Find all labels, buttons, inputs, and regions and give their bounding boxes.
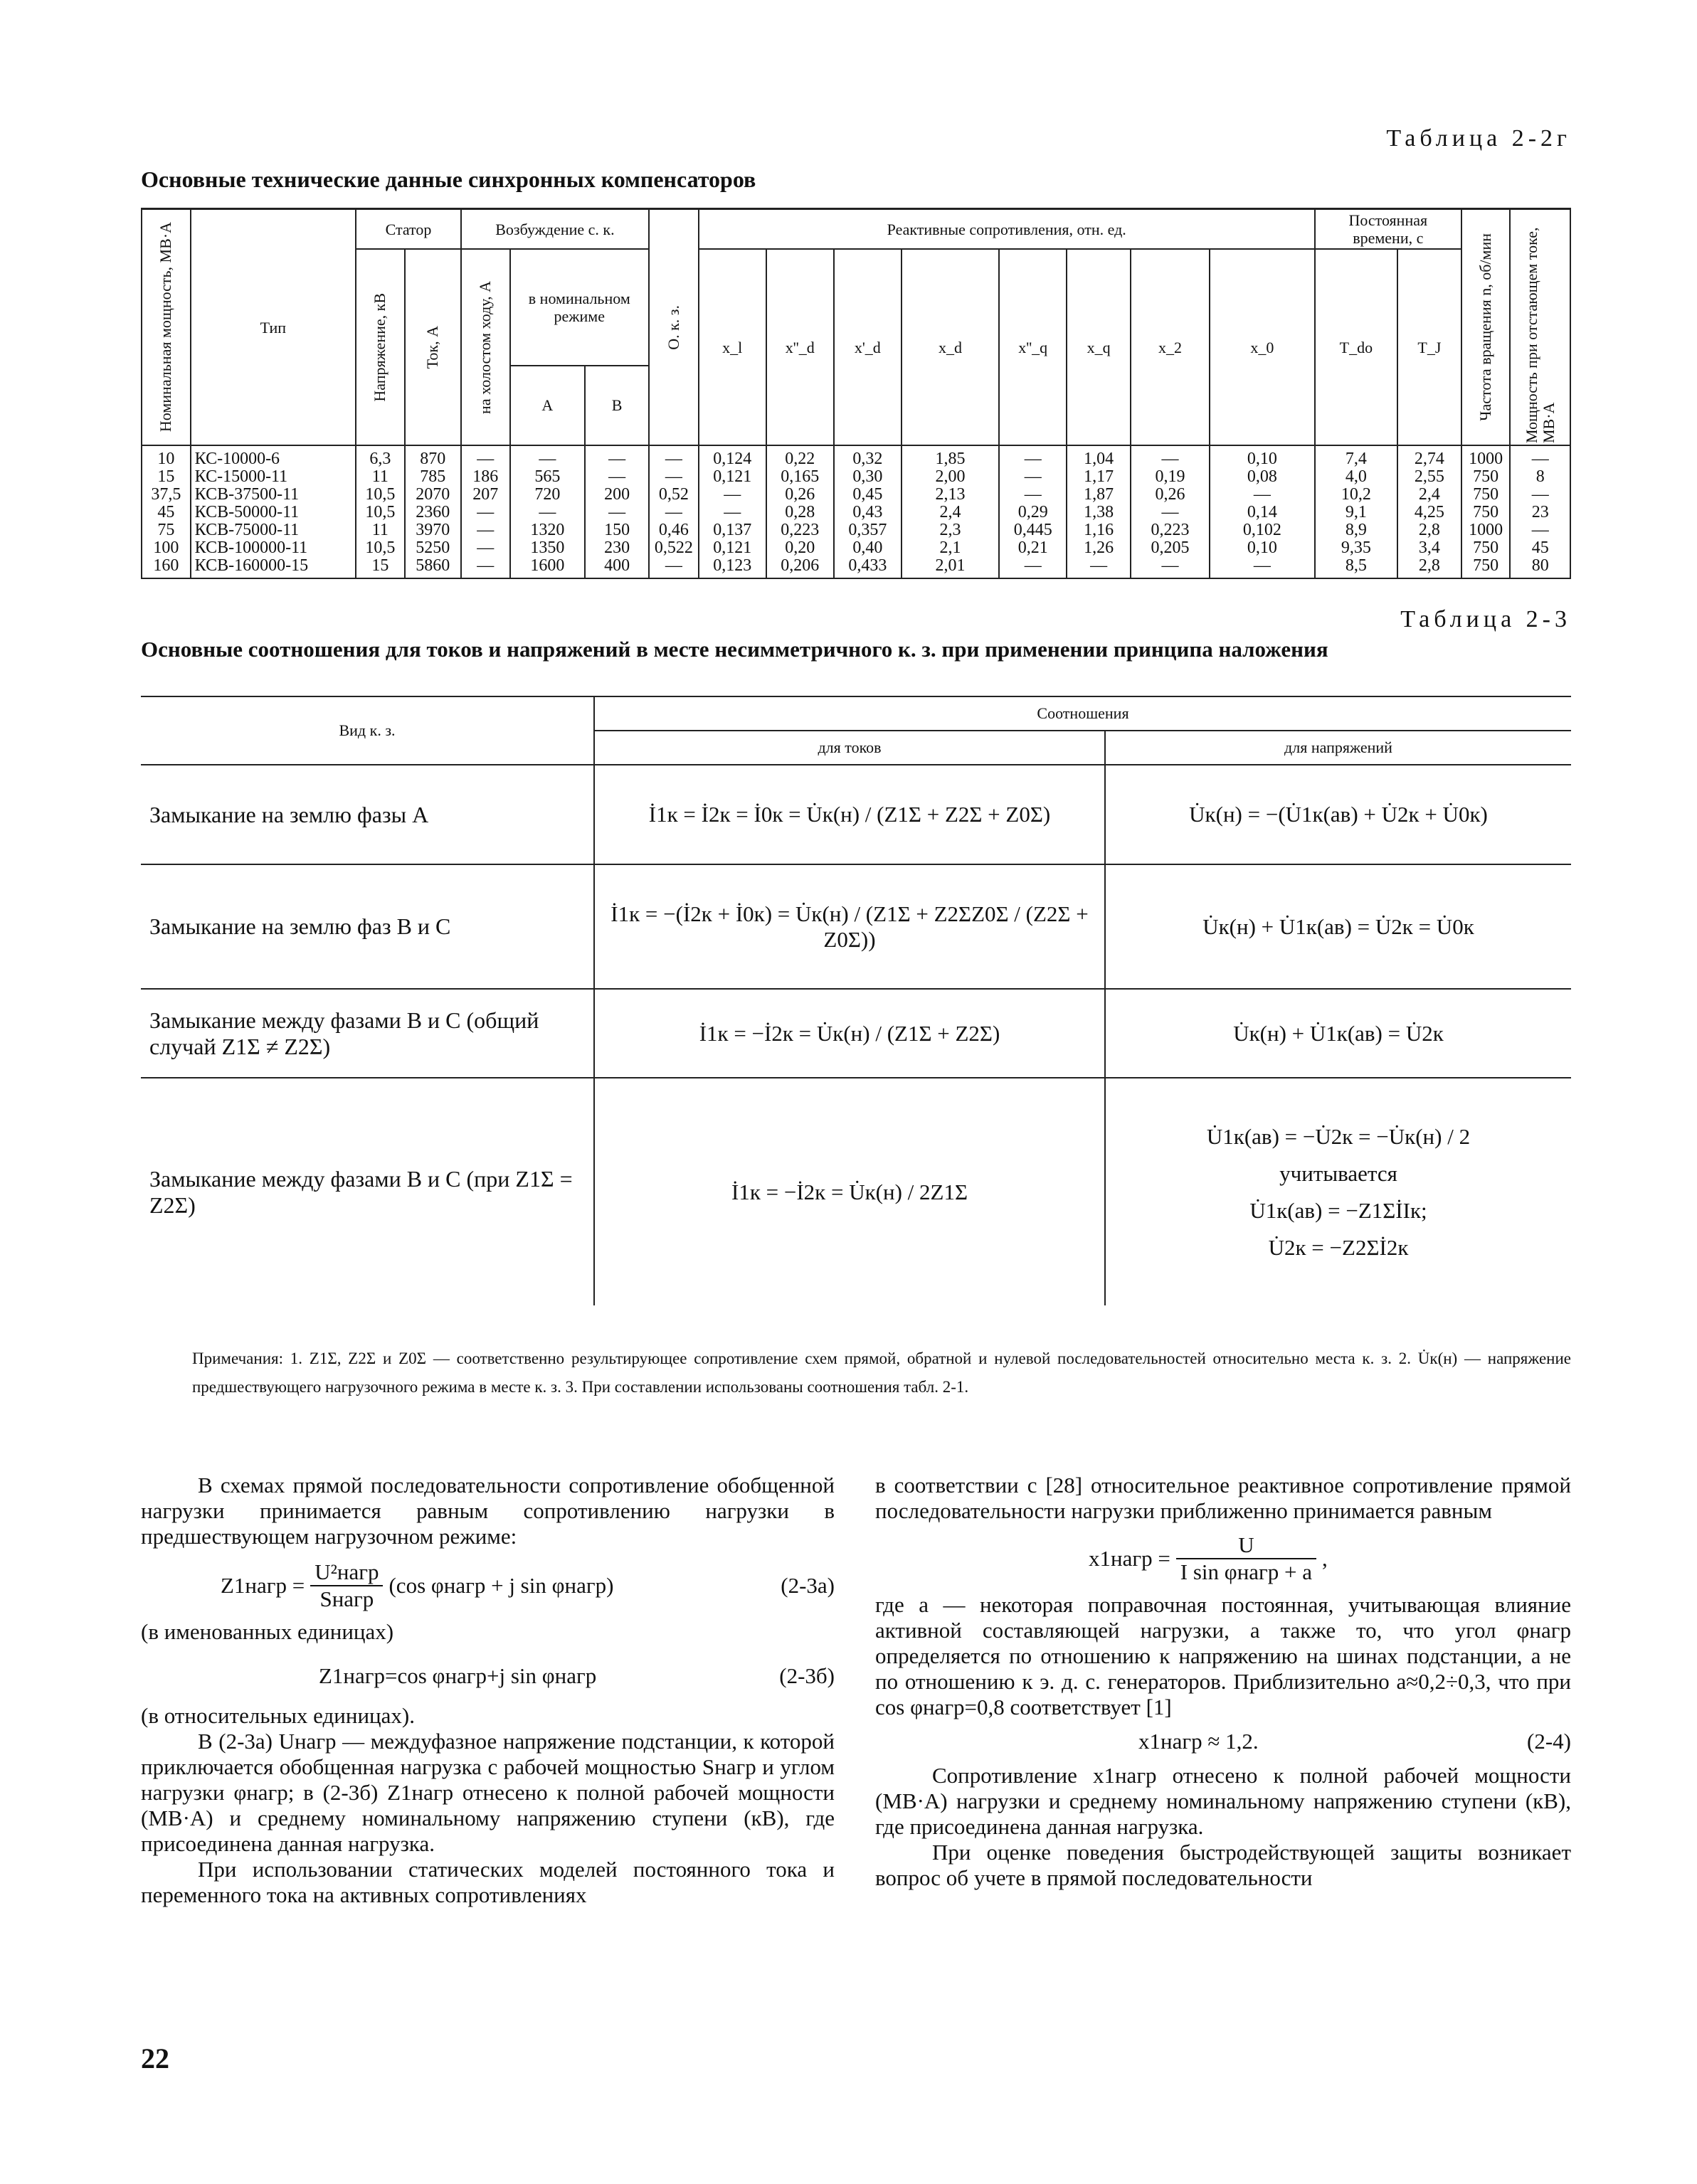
cell-oks: — — 0,52 — 0,46 0,522 — [649, 445, 699, 578]
th-x2: x_2 [1131, 249, 1210, 445]
th-voltages: для напряжений [1105, 731, 1571, 765]
cell-b: — — 200 — 150 230 400 [585, 445, 649, 578]
right-para-2: где a — некоторая поправочная постоянная, учитывающая влияние активной составляющей нагрузки, а также то, что угол φнагр определяется по отношению к напряжению на шинах подстанции, а не по отношению к э. д. с. генераторов. Приблизительно a≈0,2÷0,3, что при cos φнагр=0,8 соответствует [1] [875, 1592, 1571, 1719]
table23-title: Основные соотношения для токов и напряжений в месте несимметричного к. з. при применении принципа наложения [141, 637, 1328, 662]
th-xq: x_q [1067, 249, 1131, 445]
right-para-3: Сопротивление x1нагр отнесено к полной рабочей мощности (МВ·А) нагрузки и среднему номинальному напряжению ступени (кВ), где присоединена данная нагрузка. [875, 1763, 1571, 1839]
cell-tdo: 7,4 4,0 10,2 9,1 8,9 9,35 8,5 [1315, 445, 1397, 578]
th-power: Номинальная мощность, МВ·А [142, 209, 191, 446]
current-formula: İ1к = İ2к = İ0к = U̇к(н) / (Z1Σ + Z2Σ + Z0Σ) [594, 765, 1105, 864]
cell-noload: — 186 207 — — — — [461, 445, 510, 578]
cell-xd1: 0,32 0,30 0,45 0,43 0,357 0,40 0,433 [834, 445, 902, 578]
left-para-4: В (2-3а) Uнагр — междуфазное напряжение подстанции, к которой приключается обобщенная нагрузка с рабочей мощностью Sнагр и углом нагрузки φнагр; в (2-3б) Z1нагр отнесено к полной рабочей мощности (МВ·А) и среднему номинальному напряжению ступени (кВ), где присоединена данная нагрузка. [141, 1729, 835, 1856]
formula-lhs: Z1нагр = [221, 1573, 305, 1598]
table23-label: Таблица 2-3 [1400, 606, 1571, 632]
voltage-formula-line1: U̇1к(ав) = −Z1ΣİIк; [1249, 1197, 1427, 1223]
formula-numerator: U²нагр [310, 1559, 383, 1586]
kind-cell: Замыкание между фазами В и С (общий случай Z1Σ ≠ Z2Σ) [141, 989, 594, 1078]
table-row [141, 765, 1571, 864]
table22-title: Основные технические данные синхронных компенсаторов [141, 166, 756, 192]
kind-cell: Замыкание между фазами В и С (при Z1Σ = Z2Σ) [141, 1078, 594, 1305]
left-para-2: (в именованных единицах) [141, 1619, 394, 1644]
formula-fraction [310, 1559, 383, 1612]
th-power-lag: Мощность при отстающем токе, МВ·А [1510, 209, 1570, 446]
th-noload: на холостом ходу, А [461, 249, 510, 445]
right-para-4: При оценке поведения быстродействующей защиты возникает вопрос об учете в прямой последовательности [875, 1840, 1571, 1890]
table-row [141, 864, 1571, 989]
table-row [141, 989, 1571, 1078]
th-oks: О. к. з. [649, 209, 699, 446]
cell-xd: 1,85 2,00 2,13 2,4 2,3 2,1 2,01 [902, 445, 999, 578]
formula-number: (2-3а) [781, 1573, 835, 1598]
voltage-formula: U̇к(н) + U̇1к(ав) = U̇2к = U̇0к [1105, 864, 1571, 989]
page-number: 22 [141, 2042, 169, 2074]
table-2-3 [141, 696, 1571, 1305]
voltage-formula [1105, 1078, 1571, 1305]
th-xq2: x''_q [999, 249, 1067, 445]
th-currents: для токов [594, 731, 1105, 765]
cell-xq2: — — — 0,29 0,445 0,21 — [999, 445, 1067, 578]
cell-current: 870 785 2070 2360 3970 5250 5860 [405, 445, 461, 578]
formula-rhs: (cos φнагр + j sin φнагр) [388, 1573, 614, 1598]
th-voltage: Напряжение, кВ [356, 249, 405, 445]
th-tdo: T_do [1315, 249, 1397, 445]
th-relations: Соотношения [594, 696, 1571, 731]
th-a: А [510, 366, 586, 445]
kind-cell: Замыкание на землю фазы А [149, 801, 429, 827]
voltage-formula-note: учитывается [1279, 1160, 1397, 1186]
voltage-formula-line2: U̇2к = −Z2Σİ2к [1268, 1234, 1409, 1260]
formula-number: (2-4) [1527, 1729, 1571, 1754]
cell-type: КС-10000-6 КС-15000-11 КСВ-37500-11 КСВ-50000-11 КСВ-75000-11 КСВ-100000-11 КСВ-160000-15 [191, 445, 356, 578]
th-b: В [585, 366, 649, 445]
th-xd1: x'_d [834, 249, 902, 445]
th-kind: Вид к. з. [339, 721, 396, 739]
cell-speed: 1000 750 750 750 1000 750 750 [1461, 445, 1511, 578]
th-reactances: Реактивные сопротивления, отн. ед. [699, 209, 1315, 250]
th-tj: T_J [1397, 249, 1461, 445]
formula-text: Z1нагр=cos φнагр+j sin φнагр [319, 1663, 597, 1688]
th-xd2: x''_d [766, 249, 834, 445]
cell-power-lag: — 8 — 23 — 45 80 [1510, 445, 1570, 578]
voltage-formula-main: U̇1к(ав) = −U̇2к = −U̇к(н) / 2 [1206, 1123, 1471, 1149]
formula-fraction [1176, 1532, 1316, 1585]
formula-2-4 [875, 1729, 1571, 1754]
table-2-2g [141, 208, 1571, 579]
th-xl: x_l [699, 249, 766, 445]
th-xd: x_d [902, 249, 999, 445]
th-excitation: Возбуждение с. к. [461, 209, 649, 250]
cell-x0: 0,10 0,08 — 0,14 0,102 0,10 — [1210, 445, 1315, 578]
current-formula: İ1к = −(İ2к + İ0к) = U̇к(н) / (Z1Σ + Z2ΣZ0Σ / (Z2Σ + Z0Σ)) [594, 864, 1105, 989]
left-para-5: При использовании статических моделей постоянного тока и переменного тока на активных сопротивлениях [141, 1857, 835, 1907]
th-type: Тип [191, 209, 356, 446]
cell-tj: 2,74 2,55 2,4 4,25 2,8 3,4 2,8 [1397, 445, 1461, 578]
th-current: Ток, А [405, 249, 461, 445]
current-formula: İ1к = −İ2к = U̇к(н) / (Z1Σ + Z2Σ) [594, 989, 1105, 1078]
formula-number: (2-3б) [779, 1663, 835, 1688]
cell-xq: 1,04 1,17 1,87 1,38 1,16 1,26 — [1067, 445, 1131, 578]
th-speed: Частота вращения n, об/мин [1461, 209, 1511, 446]
th-x0: x_0 [1210, 249, 1315, 445]
voltage-formula: U̇к(н) = −(U̇1к(ав) + U̇2к + U̇0к) [1105, 765, 1571, 864]
formula-lhs: x1нагр = [1089, 1546, 1170, 1571]
cell-voltage: 6,3 11 10,5 10,5 11 10,5 15 [356, 445, 405, 578]
formula-2-3b [141, 1663, 835, 1689]
kind-cell: Замыкание на землю фаз В и С [141, 864, 594, 989]
left-column [141, 1473, 835, 1908]
formula-numerator: U [1176, 1532, 1316, 1559]
cell-power: 10 15 37,5 45 75 100 160 [142, 445, 191, 578]
th-timeconst: Постоянная времени, с [1315, 209, 1461, 250]
table23-notes: Примечания: 1. Z1Σ, Z2Σ и Z0Σ — соответственно результирующее сопротивление схем прямой, обратной и нулевой последовательностей относительно места к. з. 2. U̇к(н) — напряжение предшествующего нагрузочного режима в месте к. з. 3. При составлении использованы соотношения табл. 2-1. [192, 1350, 1571, 1396]
right-para-1: в соответствии с [28] относительное реактивное сопротивление прямой последовательности нагрузки приближенно принимается равным [875, 1473, 1571, 1523]
left-para-1: В схемах прямой последовательности сопротивление обобщенной нагрузки принимается равным сопротивлению нагрузки в предшествующем нагрузочном режиме: [141, 1473, 835, 1549]
th-stator: Статор [356, 209, 461, 250]
formula-denominator: Sнагр [319, 1586, 374, 1611]
cell-xl: 0,124 0,121 — — 0,137 0,121 0,123 [699, 445, 766, 578]
table-row [141, 1078, 1571, 1305]
formula-x1 [875, 1532, 1571, 1585]
current-formula: İ1к = −İ2к = U̇к(н) / 2Z1Σ [594, 1078, 1105, 1305]
formula-2-3a [141, 1559, 835, 1612]
formula-comma: , [1322, 1546, 1328, 1571]
cell-a: — 565 720 — 1320 1350 1600 [510, 445, 586, 578]
right-column [875, 1473, 1571, 1891]
cell-xd2: 0,22 0,165 0,26 0,28 0,223 0,20 0,206 [766, 445, 834, 578]
left-para-3: (в относительных единицах). [141, 1703, 415, 1728]
table-row [142, 445, 1570, 578]
th-nominal: в номинальном режиме [510, 249, 649, 366]
formula-text: x1нагр ≈ 1,2. [1138, 1729, 1259, 1754]
cell-x2: — 0,19 0,26 — 0,223 0,205 — [1131, 445, 1210, 578]
formula-denominator: I sin φнагр + a [1180, 1559, 1312, 1584]
table22-label: Таблица 2-2г [1386, 125, 1571, 152]
voltage-formula: U̇к(н) + U̇1к(ав) = U̇2к [1105, 989, 1571, 1078]
